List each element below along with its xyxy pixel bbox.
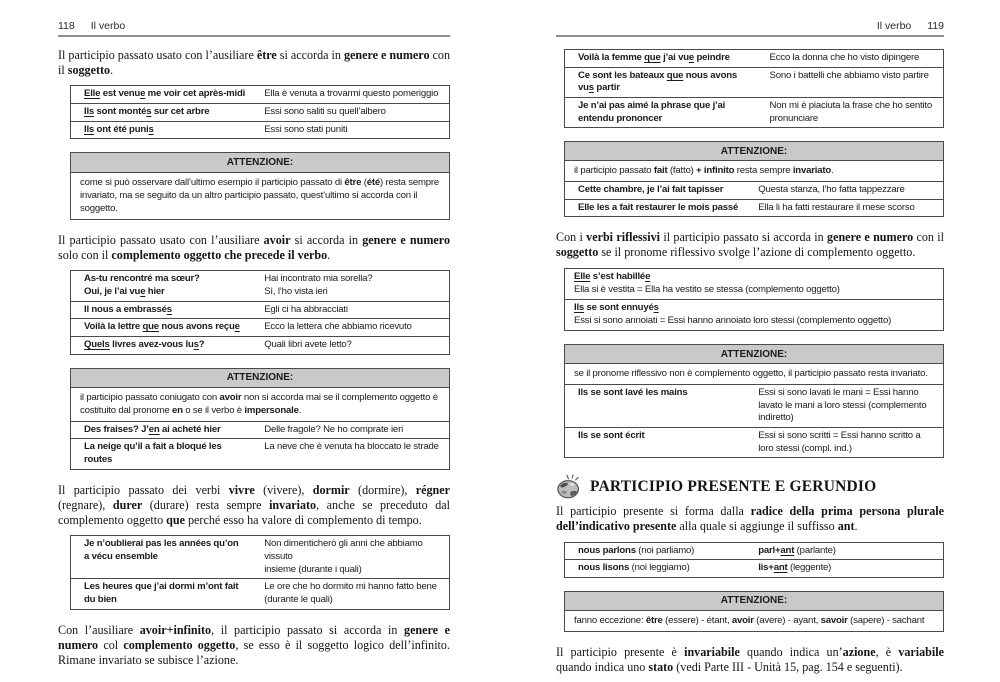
page-header-right: [556, 20, 944, 37]
italian-translation: Ella è venuta a trovarmi questo pomeriggio: [264, 88, 439, 100]
examples-table-etre: [70, 85, 450, 139]
table-row: [565, 50, 943, 67]
table-row: [565, 97, 943, 127]
paragraph-etre-rule: Il participio passato usato con l’ausiliare être si accorda in genere e numero con il soggetto.: [58, 48, 450, 78]
attention-note: come si può osservare dall’ultimo esempio il participio passato di être (été) resta sempre invariato, ma se seguito da un altro participio passato, quest’ultimo si accorda con il soggetto.: [80, 176, 440, 215]
french-example: La neige qu’il a fait a bloqué les routes: [84, 441, 222, 465]
french-example: Ce sont les bateaux que nous avons vus partir: [578, 69, 738, 94]
french-example: Cette chambre, je l’ai fait tapisser: [578, 183, 724, 195]
attention-header: ATTENZIONE:: [71, 369, 449, 388]
italian-translation: Le ore che ho dormito mi hanno fatto bene (durante le quali): [264, 581, 437, 605]
table-row: [565, 67, 943, 97]
example-pair: [565, 300, 900, 330]
attention-note: fanno eccezione: être (essere) - étant, avoir (avere) - ayant, savoir (sapere) - sachant: [574, 615, 925, 627]
section-heading: [556, 474, 944, 499]
examples-table-avoir: [70, 270, 450, 354]
italian-translation: Essi si sono lavati le mani = Essi hanno lavato le mani a loro stessi (complemento indiretto): [758, 386, 927, 424]
section-title: PARTICIPIO PRESENTE E GERUNDIO: [590, 477, 877, 495]
table-row: [565, 384, 943, 427]
table-row: [565, 199, 943, 217]
participle-form: lis+ant (leggente): [758, 562, 832, 574]
page-right: [556, 20, 944, 682]
table-row: [71, 86, 449, 103]
table-row: [71, 536, 449, 578]
french-example: Ils se sont écrit: [578, 429, 645, 441]
french-example: Elle les a fait restaurer le mois passé: [578, 201, 739, 213]
table-row: [565, 299, 943, 330]
attention-box-etre: [70, 152, 450, 219]
french-example: Des fraises? J’en ai acheté hier: [84, 423, 221, 435]
italian-translation: Essi sono saliti su quell’albero: [264, 106, 386, 118]
table-row: [71, 301, 449, 319]
attention-note: il participio passato coniugato con avoir non si accorda mai se il complemento oggetto è costituito dal pronome en o se il verbo è impersonale.: [80, 391, 438, 417]
attention-header: ATTENZIONE:: [565, 345, 943, 364]
italian-translation: La neve che è venuta ha bloccato le strade: [264, 441, 439, 453]
table-row: [71, 318, 449, 336]
italian-translation: Egli ci ha abbracciati: [264, 303, 348, 315]
italian-translation: Essi si sono annoiati = Essi hanno annoiato loro stessi (complemento oggetto): [574, 315, 892, 327]
table-row: [71, 336, 449, 354]
attention-header: ATTENZIONE:: [565, 592, 943, 611]
attention-note: se il pronome riflessivo non è complemento oggetto, il participio passato resta invariato.: [574, 368, 928, 380]
french-form: nous lisons (noi leggiamo): [578, 562, 690, 574]
table-row: [71, 438, 449, 468]
french-example: Ils se sont lavé les mains: [578, 386, 688, 398]
french-example: Elle est venue me voir cet après-midi: [84, 88, 246, 100]
table-row: [71, 271, 449, 300]
french-example: Voilà la lettre que nous avons reçue: [84, 321, 240, 333]
french-example: Ils ont été punis: [84, 123, 154, 135]
table-row: [565, 181, 943, 199]
attention-note: il participio passato fait (fatto) + infinito resta sempre invariato.: [574, 165, 834, 177]
example-pair: [565, 269, 849, 299]
page-header-left: [58, 20, 450, 37]
french-example: Les heures que j’ai dormi m’ont fait du bien: [84, 581, 239, 605]
paragraph-present-rule: Il participio presente si forma dalla radice della prima persona plurale dell’indicativo presente alla quale si aggiunge il suffisso ant.: [556, 504, 945, 534]
italian-translation: Ecco la donna che ho visto dipingere: [769, 52, 920, 63]
italian-translation: Non mi è piaciuta la frase che ho sentito pronunciare: [769, 99, 932, 124]
globe-icon: [556, 474, 583, 499]
paragraph-avoir-infinito: Con l’ausiliare avoir+infinito, il participio passato si accorda in genere e numero col complemento oggetto, se esso è il soggetto logico dell’infinito. Rimane invariato se subisce l’azione.: [58, 622, 451, 668]
french-example: Je n’oublierai pas les années qu’on a vécu ensemble: [84, 538, 239, 562]
paragraph-final: Il participio presente è invariabile quando indica un’azione, è variabile quando indica uno stato (vedi Parte III - Unità 15, pag. 154 e seguenti).: [556, 644, 944, 674]
examples-table-perception: [564, 49, 944, 128]
italian-translation: Essi sono stati puniti: [264, 123, 348, 135]
examples-table-reflexive: [564, 268, 944, 332]
table-row: [71, 103, 449, 121]
attention-box-fait: [564, 141, 944, 217]
italian-translation: Ella li ha fatti restaurare il mese scorso: [758, 201, 915, 213]
page-left: [58, 20, 450, 675]
italian-translation: Ecco la lettera che abbiamo ricevuto: [264, 321, 412, 333]
examples-table-present-participle: [564, 542, 944, 578]
italian-translation: Non dimenticherò gli anni che abbiamo vissuto insieme (durante i quali): [264, 538, 423, 575]
french-example: Il nous a embrassés: [84, 303, 172, 315]
french-example: Ils se sont ennuyés: [574, 302, 659, 314]
french-example: Elle s’est habillée: [574, 271, 651, 283]
french-example: Ils sont montés sur cet arbre: [84, 106, 210, 118]
table-row: [71, 578, 449, 608]
attention-header: ATTENZIONE:: [565, 142, 943, 161]
italian-translation: Essi si sono scritti = Essi hanno scritto a loro stessi (compl. ind.): [758, 429, 921, 454]
french-form: nous parlons (noi parliamo): [578, 544, 695, 556]
page-number: 118: [58, 20, 75, 32]
table-row: [565, 427, 943, 457]
french-example: Je n’ai pas aimé la phrase que j’ai entendu prononcer: [578, 99, 726, 124]
italian-translation: Questa stanza, l’ho fatta tappezzare: [758, 183, 905, 195]
paragraph-avoir-rule: Il participio passato usato con l’ausiliare avoir si accorda in genere e numero solo con il complemento oggetto che precede il verbo.: [58, 232, 450, 263]
italian-translation: Sono i battelli che abbiamo visto partire: [769, 69, 929, 81]
table-row: [71, 421, 449, 439]
french-example: Voilà la femme que j’ai vue peindre: [578, 52, 730, 63]
page-number: 119: [927, 20, 944, 32]
italian-translation: Ella si è vestita = Ella ha vestito se stessa (complemento oggetto): [574, 283, 840, 295]
table-row: [565, 559, 943, 577]
paragraph-vivre-rule: Il participio passato dei verbi vivre (vivere), dormir (dormire), régner (regnare), durer (durare) resta sempre invariato, anche se preceduto dal complemento oggetto que perché esso ha valore di complemento di tempo.: [58, 482, 451, 528]
french-example: Quels livres avez-vous lus?: [84, 338, 205, 350]
running-title: Il verbo: [876, 20, 912, 32]
attention-box-exceptions: [564, 591, 944, 632]
participle-form: parl+ant (parlante): [758, 544, 836, 556]
attention-header: ATTENZIONE:: [71, 153, 449, 172]
italian-translation: Quali libri avete letto?: [264, 338, 352, 350]
table-row: [71, 121, 449, 139]
italian-translation: Delle fragole? Ne ho comprate ieri: [264, 423, 403, 435]
attention-box-en: [70, 368, 450, 470]
table-row: [565, 543, 943, 560]
italian-translation: Hai incontrato mia sorella? Sì, l’ho vista ieri: [264, 273, 373, 298]
examples-table-vivre: [70, 535, 450, 609]
running-title: Il verbo: [90, 20, 126, 32]
french-example: As-tu rencontré ma sœur? Oui, je l’ai vue hier: [84, 273, 200, 298]
paragraph-reflexive-rule: Con i verbi riflessivi il participio passato si accorda in genere e numero con il soggetto se il pronome riflessivo svolge l’azione di complemento oggetto.: [556, 230, 944, 260]
table-row: [565, 269, 943, 299]
attention-box-reflexive: [564, 344, 944, 458]
